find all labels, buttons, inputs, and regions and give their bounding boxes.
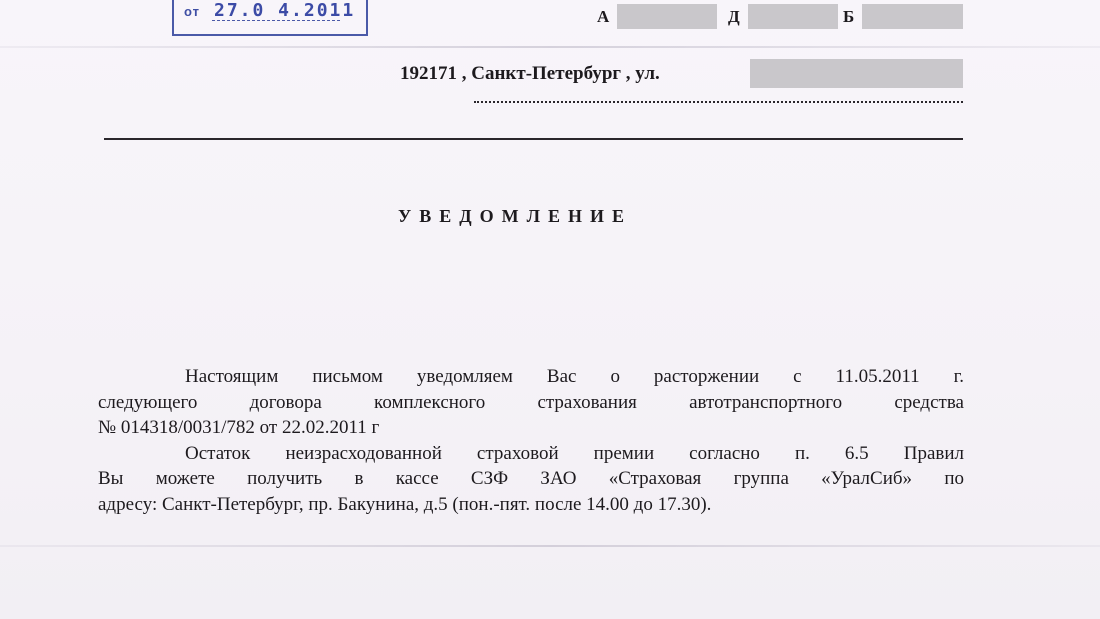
redaction-block <box>862 4 963 29</box>
redaction-block <box>748 4 838 29</box>
address-underline <box>474 101 963 103</box>
recipient-initial-1: А <box>597 7 610 26</box>
stamp-prefix: от <box>184 4 200 19</box>
body-line: № 014318/0031/782 от 22.02.2011 г <box>98 417 380 438</box>
stamp-underline <box>212 20 340 21</box>
registration-stamp <box>172 0 368 36</box>
notice-body <box>98 364 964 517</box>
paper-fold <box>0 46 1100 48</box>
body-line: Вы можете получить в кассе СЗФ ЗАО «Страховая группа «УралСиб» по <box>98 468 964 489</box>
redaction-block <box>617 4 717 29</box>
body-line: адресу: Санкт-Петербург, пр. Бакунина, д.5 (пон.-пят. после 14.00 до 17.30). <box>98 493 712 515</box>
paper-fold <box>0 545 1100 547</box>
redaction-block <box>750 59 963 88</box>
body-line: следующего договора комплексного страхования автотранспортного средства <box>98 391 964 413</box>
body-line: Остаток неизрасходованной страховой премии согласно п. 6.5 Правил <box>185 442 964 464</box>
recipient-initial-2: Д <box>728 7 740 26</box>
stamp-date: 27.0 4.2011 <box>214 0 356 21</box>
separator-rule <box>104 138 963 140</box>
document-title: УВЕДОМЛЕНИЕ <box>398 206 633 226</box>
recipient-initial-3: Б <box>843 7 855 26</box>
body-line: Настоящим письмом уведомляем Вас о расторжении с 11.05.2011 г. <box>185 366 964 387</box>
address-city-line: 192171 , Санкт-Петербург , ул. <box>400 63 660 84</box>
